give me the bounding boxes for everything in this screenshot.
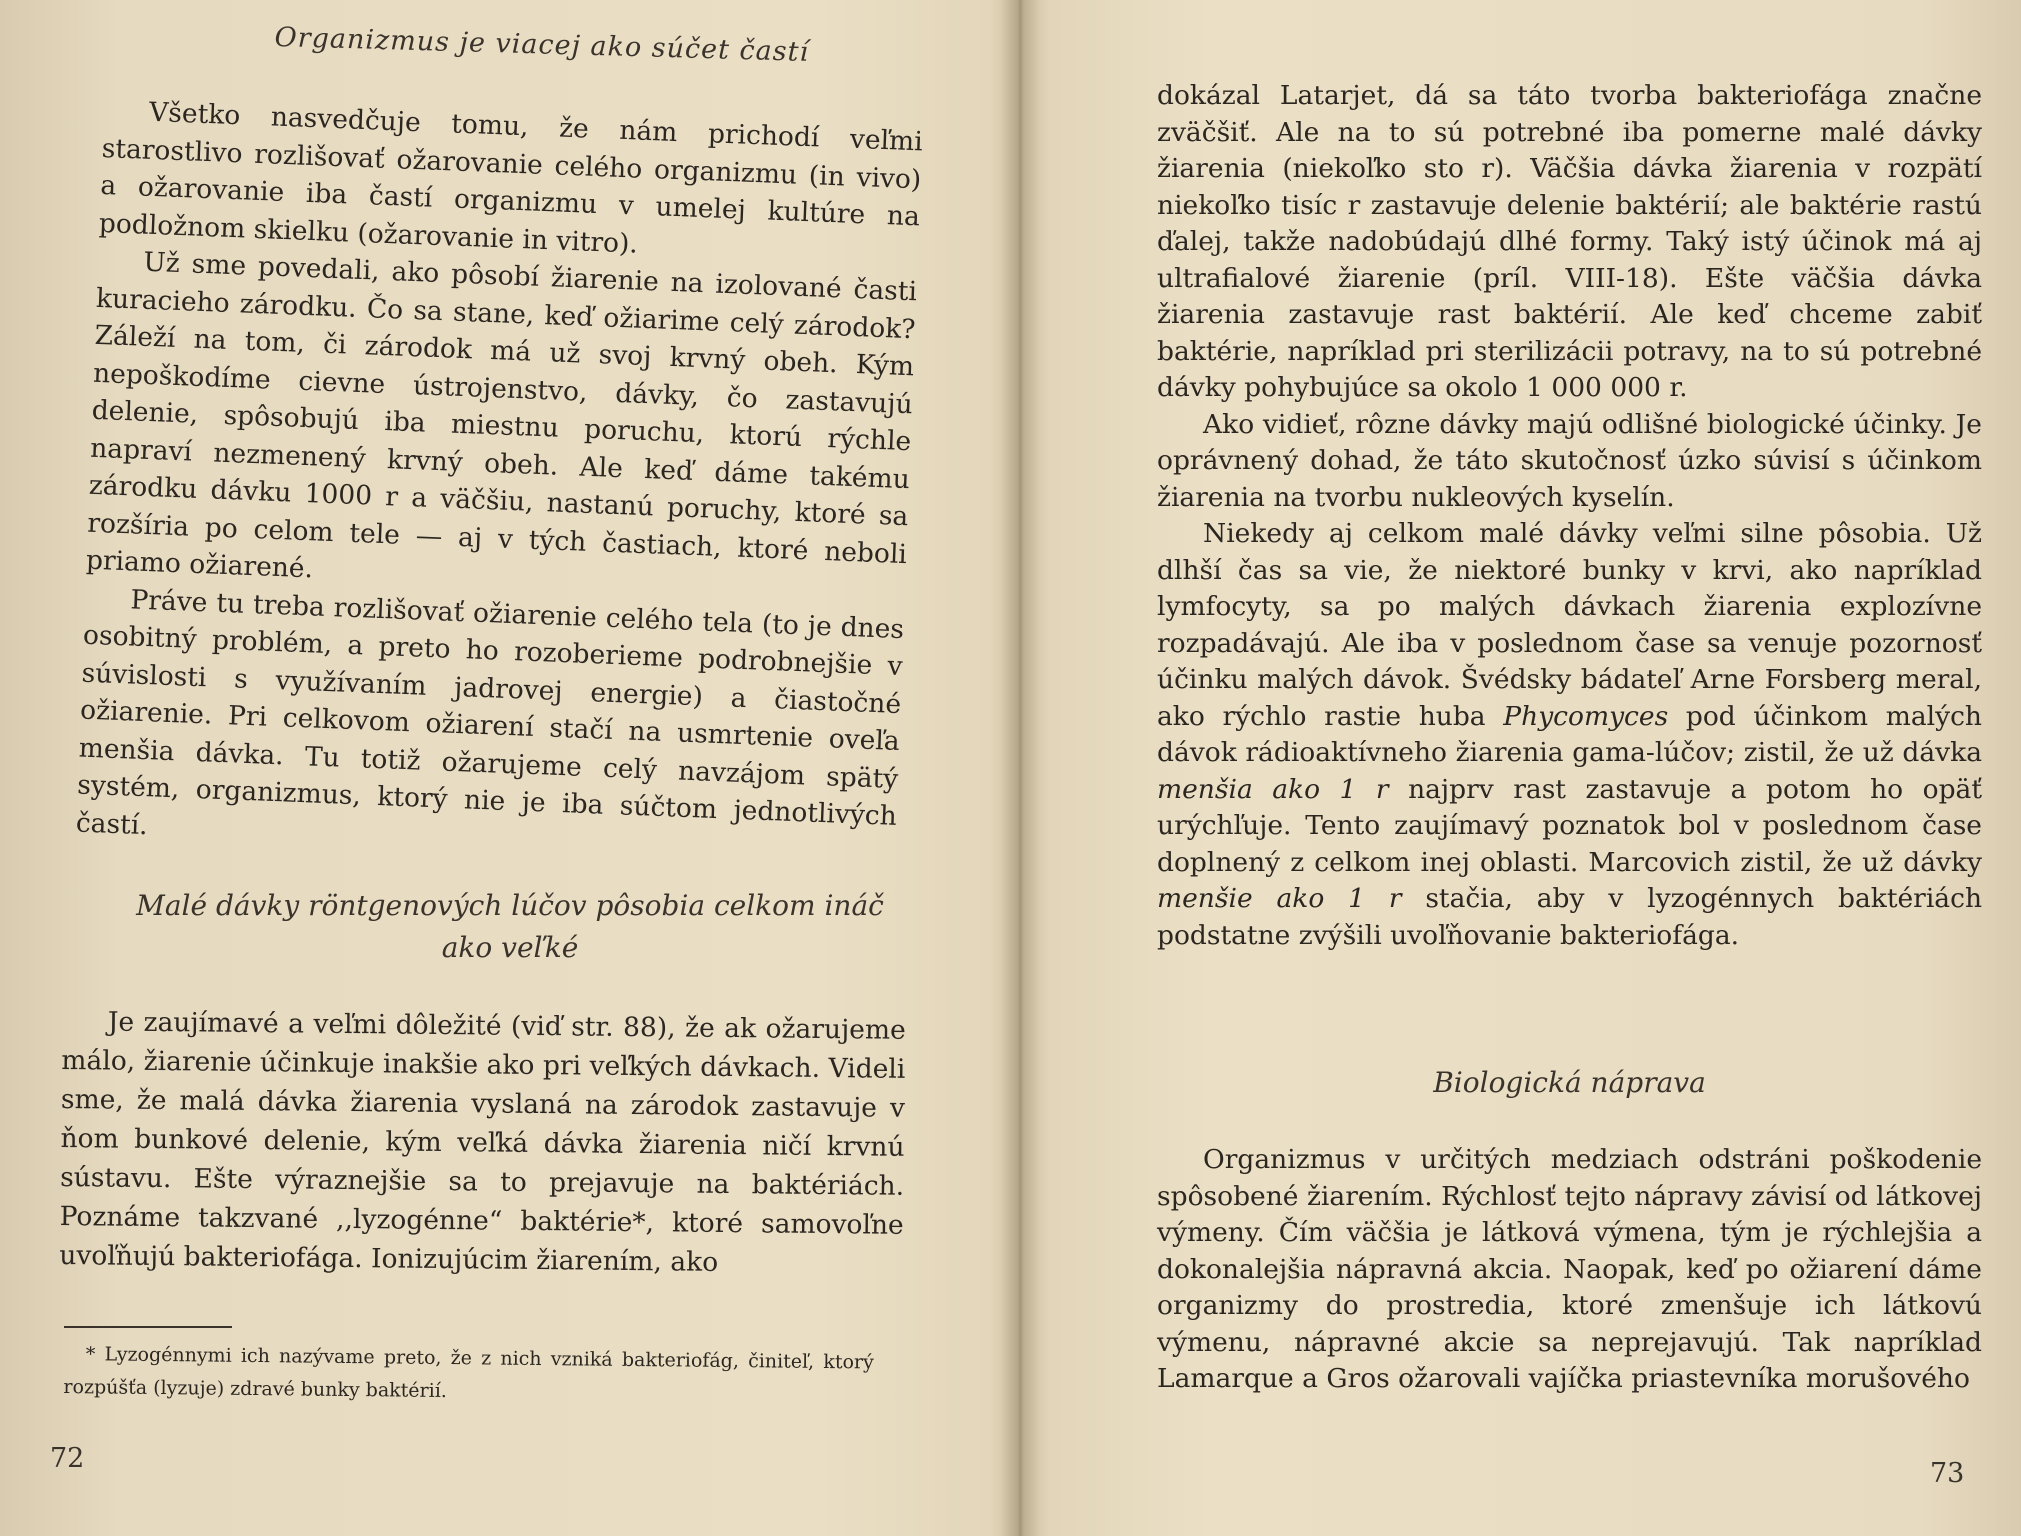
text-run: stačia, aby v lyzogénnych baktériách podstatne zvýšili uvoľňovanie bakteriofága. bbox=[1157, 883, 1983, 951]
text-run-italic: Phycomyces bbox=[1503, 700, 1669, 732]
left-section-text bbox=[75, 92, 923, 873]
paragraph bbox=[1157, 516, 1982, 954]
footnote bbox=[63, 1338, 874, 1412]
footnote-text: * Lyzogénnymi ich nazývame preto, že z nich vzniká bakteriofág, činiteľ, ktorý rozpúšťa (lyzuje) zdravé bunky baktérií. bbox=[63, 1343, 874, 1403]
heading-line: Malé dávky röntgenových lúčov pôsobia celkom ináč bbox=[136, 889, 884, 922]
section-heading: Biologická náprava bbox=[1433, 1066, 1706, 1099]
right-page bbox=[1030, 0, 2021, 1536]
paragraph: Organizmus v určitých medziach odstráni poškodenie spôsobené žiarením. Rýchlosť tejto nápravy závisí od látkovej výmeny. Čím väčšia je látková výmena, tým je rýchlejšia a dokonalejšia nápravná akcia. Naopak, keď po ožiarení dáme organizmy do prostredia, ktoré zmenšuje ich látkovú výmenu, nápravné akcie sa neprejavujú. Tak napríklad Lamarque a Gros ožarovali vajíčka priastevníka morušového bbox=[1157, 1144, 1982, 1394]
paragraph: dokázal Latarjet, dá sa táto tvorba bakteriofága značne zväčšiť. Ale na to sú potrebné iba pomerne malé dávky žiarenia (niekoľko sto r). Väčšia dávka žiarenia v rozpätí niekoľko tisíc r zastavuje delenie baktérií; ale baktérie rastú ďalej, takže nadobúdajú dlhé formy. Taký istý účinok má aj ultrafialové žiarenie (príl. VIII-18). Ešte väčšia dávka žiarenia zastavuje rast baktérií. Ale keď chceme zabiť baktérie, napríklad pri sterilizácii potravy, na to sú potrebné dávky pohybujúce sa okolo 1 000 000 r. bbox=[1157, 80, 1982, 403]
page-number: 72 bbox=[50, 1443, 85, 1474]
text-run: najprv rast zastavuje a potom ho opäť urýchľuje. Tento zaujímavý poznatok bol v poslednom čase doplnený z celkom inej oblasti. Marcovich zistil, že už dávky bbox=[1157, 773, 1982, 878]
right-section-text bbox=[1157, 78, 1982, 954]
text-run: Niekedy aj celkom malé dávky veľmi silne pôsobia. Už dlhší čas sa vie, že niektoré bunky v krvi, ako napríklad lymfocyty, sa po malých dávkach žiarenia explozívne rozpadávajú. Ale iba v poslednom čase sa venuje pozornosť účinku malých dávok. Švédsky bádateľ Arne Forsberg meral, ako rýchlo rastie huba bbox=[1157, 518, 1982, 732]
paragraph: Ako vidieť, rôzne dávky majú odlišné biologické účinky. Je oprávnený dohad, že táto skutočnosť úzko súvisí s účinkom žiarenia na tvorbu nukleových kyselín. bbox=[1157, 408, 1982, 513]
text-run-italic: menšie ako 1 r bbox=[1157, 883, 1402, 914]
paragraph: Je zaujímavé a veľmi dôležité (viď str. 88), že ak ožarujeme málo, žiarenie účinkuje inakšie ako pri veľkých dávkach. Videli sme, že malá dávka žiarenia vyslaná na zárodok zastavuje v ňom bunkové delenie, kým veľká dávka žiarenia ničí krvnú sústavu. Ešte výraznejšie sa to prejavuje na baktériách. Poznáme takzvané ,,lyzogénne“ baktérie*, ktoré samovoľne uvoľňujú bakteriofága. Ionizujúcim žiarením, ako bbox=[59, 1006, 906, 1278]
text-run-italic: menšia ako 1 r bbox=[1157, 773, 1389, 805]
page-number: 73 bbox=[1930, 1458, 1965, 1489]
left-page bbox=[0, 0, 1010, 1536]
heading-line: ako veľké bbox=[441, 931, 579, 964]
paragraph: Práve tu treba rozlišovať ožiarenie celého tela (to je dnes osobitný problém, a preto ho rozoberieme podrobnejšie v súvislosti s využívaním jadrovej energie) a čiastočné ožiarenie. Pri celkovom ožiarení stačí na usmrtenie oveľa menšia dávka. Tu totiž ožarujeme celý navzájom spätý systém, organizmus, ktorý nie je iba súčtom jednotlivých častí. bbox=[75, 583, 905, 841]
left-section2-text bbox=[59, 1002, 906, 1284]
paragraph: Už sme povedali, ako pôsobí žiarenie na izolované časti kuracieho zárodku. Čo sa stane, keď ožiarime celý zárodok? Záleží na tom, či zárodok má už svoj krvný obeh. Kým nepoškodíme cievne ústrojenstvo, dávky, čo zastavujú delenie, spôsobujú iba miestnu poruchu, ktorú rýchle napraví nezmenený krvný obeh. Ale keď dáme takému zárodku dávku 1000 r a väčšiu, nastanú poruchy, ktoré sa rozšíria po celom tele — aj v tých častiach, ktoré neboli priamo ožiarené. bbox=[85, 246, 918, 585]
section-heading bbox=[110, 885, 910, 969]
running-head: Organizmus je viacej ako súčet častí bbox=[274, 22, 810, 68]
text-run: pod účinkom malých dávok rádioaktívneho žiarenia gama-lúčov; zistil, že už dávka bbox=[1157, 700, 1982, 768]
right-section2-text bbox=[1157, 1142, 1982, 1398]
footnote-rule bbox=[64, 1326, 232, 1328]
paragraph: Všetko nasvedčuje tomu, že nám prichodí veľmi starostlivo rozlišovať ožarovanie celého organizmu (in vivo) a ožarovanie iba častí organizmu v umelej kultúre na podložnom skielku (ožarovanie in vitro). bbox=[98, 96, 924, 260]
